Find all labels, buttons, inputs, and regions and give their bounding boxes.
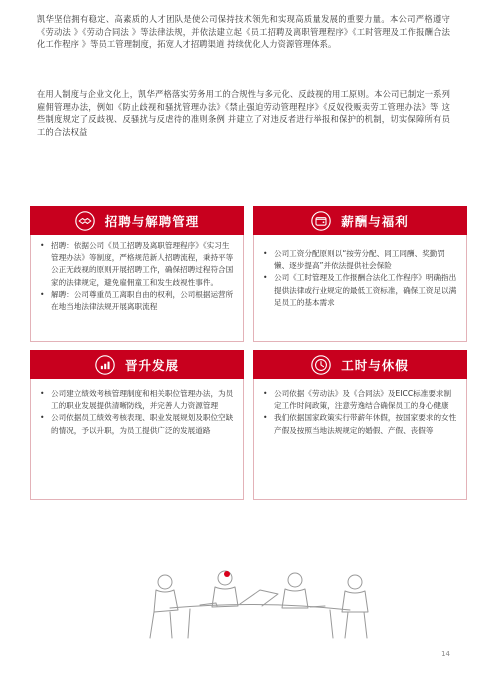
recruitment-card-body xyxy=(30,235,244,342)
working-hours-card xyxy=(253,350,467,500)
page-number: 14 xyxy=(441,650,450,658)
recruitment-card-header xyxy=(30,206,244,235)
recruitment-card xyxy=(30,206,244,342)
promotion-list xyxy=(39,388,235,437)
intro-paragraph-1: 凯华坚信拥有稳定、高素质的人才团队是使公司保持技术领先和实现高质量发展的重要力量。本公司严格遵守《劳动法 》《劳动合同法 》等法律法规，并依法建立起《员工招聘及离职管理程序》《工时管理及工作报酬合法化工作程序 》等员工管理制度，拓宽人才招聘渠道 持续优化人力资源管理体系。 xyxy=(37,14,450,50)
wallet-icon xyxy=(311,211,331,231)
clock-icon xyxy=(311,355,331,375)
team-meeting-illustration xyxy=(130,560,390,640)
promotion-card-title: 晋升发展 xyxy=(124,357,179,373)
promotion-card xyxy=(30,350,244,500)
promotion-card-header xyxy=(30,350,244,379)
list-item: • 公司《工时管理及工作报酬合法化工作程序》明确指出提供法律或行业规定的最低工资标准，确保工资足以满足员工的基本需求 xyxy=(262,272,458,309)
growth-chart-icon xyxy=(95,355,115,375)
promotion-card-body xyxy=(30,379,244,500)
working-hours-card-body xyxy=(253,379,467,500)
salary-card-title: 薪酬与福利 xyxy=(341,213,409,229)
salary-list xyxy=(262,248,458,309)
salary-card-header xyxy=(253,206,467,235)
salary-card-body xyxy=(253,235,467,342)
working-hours-card-header xyxy=(253,350,467,379)
intro-paragraph-2: 在用人制度与企业文化上，凯华严格落实劳务用工的合规性与多元化、反歧视的用工原则。本公司已制定一系列雇佣管理办法，例如《防止歧视和骚扰管理办法》《禁止强迫劳动管理程序》《反奴役贩卖劳工管理办法》等 这些制度规定了反歧视、反骚扰与反虐待的准则条例 并建立了对违反者进行举报和保护的机制，切实保障所有员工的合法权益 xyxy=(37,89,450,137)
list-item: • 我们依据国家政策实行带薪年休假，按国家要求的女性产假及按照当地法规规定的婚假、产假、丧假等 xyxy=(262,412,458,436)
working-hours-list xyxy=(262,388,458,437)
working-hours-card-title: 工时与休假 xyxy=(341,357,409,373)
recruitment-card-title: 招聘与解聘管理 xyxy=(104,213,200,229)
list-item: • 公司依据员工绩效考核表现、职业发展规划及职位空缺的情况，予以升职，为员工提供广泛的发展道路 xyxy=(39,412,235,436)
list-item: • 公司建立绩效考核管理制度和相关职位管理办法，为员工的职业发展提供清晰防线，并完善人力资源管理 xyxy=(39,388,235,412)
salary-card xyxy=(253,206,467,342)
list-item: • 公司工资分配原则以“按劳分配、同工同酬、奖勤罚懒、逐步提高”并依法提供社会保险 xyxy=(262,248,458,272)
list-item: • 招聘：依据公司《员工招聘及离职管理程序》《实习生管理办法》等制度，严格规范新人招聘流程，秉持平等公正无歧视的原则开展招聘工作，确保招聘过程符合国家的法律规定，避免雇佣童工和发生歧视性事件。 xyxy=(39,240,235,289)
list-item: • 解聘：公司尊重员工离职自由的权利，公司根据运营所在地当地法律法规开展离职流程 xyxy=(39,289,235,313)
list-item: • 公司依据《劳动法》及《合同法》及EICC标准要求制定工作时间政策，注意劳逸结合确保员工的身心健康 xyxy=(262,388,458,412)
handshake-icon xyxy=(75,211,95,231)
recruitment-list xyxy=(39,240,235,313)
